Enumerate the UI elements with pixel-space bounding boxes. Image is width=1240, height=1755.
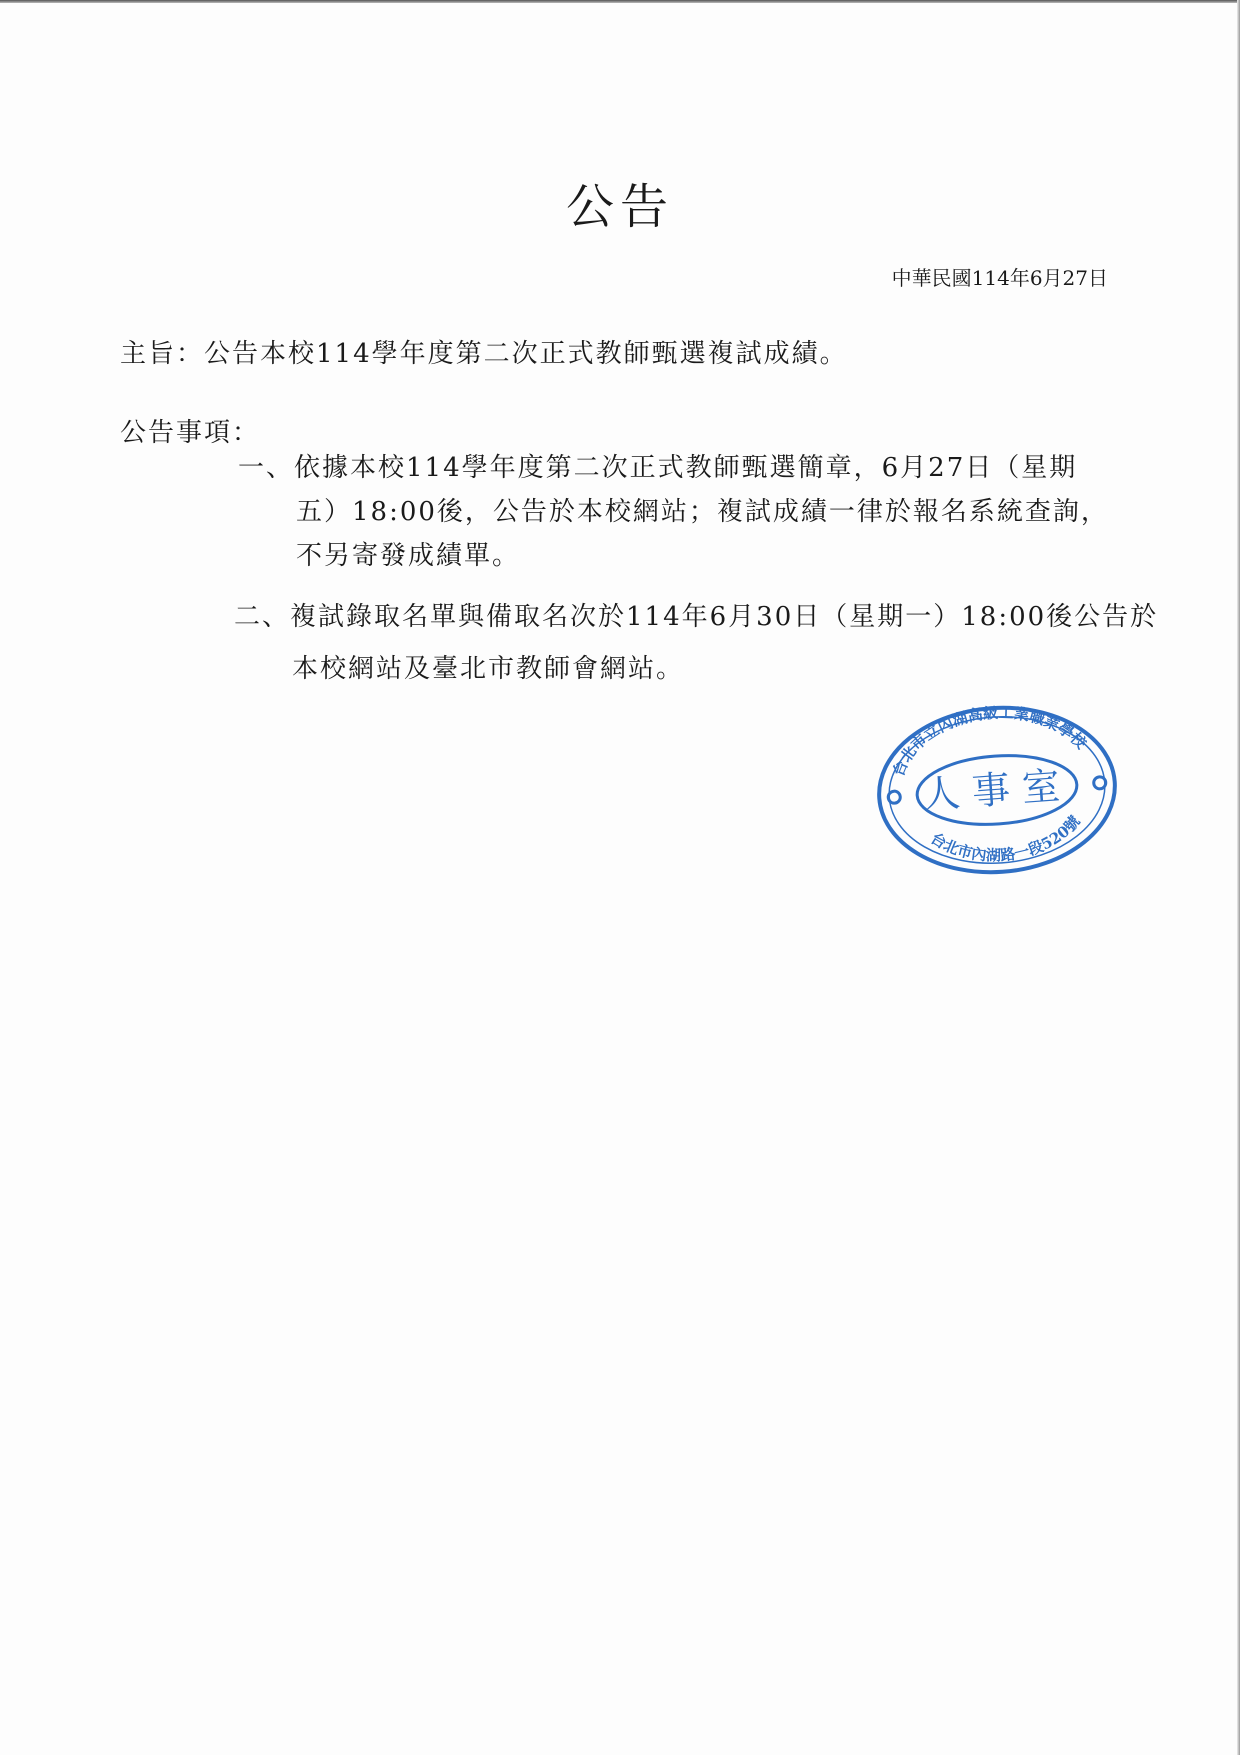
personnel-office-seal bbox=[872, 700, 1122, 880]
seal-center-text: 人事室 bbox=[920, 762, 1074, 818]
seal-bottom-text: 台北市內湖路一段520號 bbox=[927, 812, 1084, 865]
document-subject: 主旨：公告本校114學年度第二次正式教師甄選複試成績。 bbox=[120, 339, 848, 369]
notice-item-1-line-1: 一、依據本校114學年度第二次正式教師甄選簡章，6月27日（星期 bbox=[238, 453, 1078, 483]
items-heading: 公告事項： bbox=[120, 418, 261, 448]
notice-item-2-line-1: 二、複試錄取名單與備取名次於114年6月30日（星期一）18:00後公告於 bbox=[234, 602, 1159, 632]
document-title: 公告 bbox=[565, 179, 674, 235]
notice-item-1-line-2: 五）18:00後，公告於本校網站；複試成績一律於報名系統查詢， bbox=[296, 497, 1109, 527]
notice-item-1 bbox=[238, 446, 1109, 578]
notice-item-1-line-3: 不另寄發成績單。 bbox=[296, 541, 521, 571]
seal-top-text: 台北市立內湖高級工業職業學校 bbox=[889, 703, 1090, 779]
scan-edge-top bbox=[0, 0, 1240, 3]
notice-item-2-line-2: 本校網站及臺北市教師會網站。 bbox=[292, 654, 685, 684]
notice-item-2 bbox=[234, 591, 1158, 695]
document-date: 中華民國114年6月27日 bbox=[891, 266, 1108, 290]
